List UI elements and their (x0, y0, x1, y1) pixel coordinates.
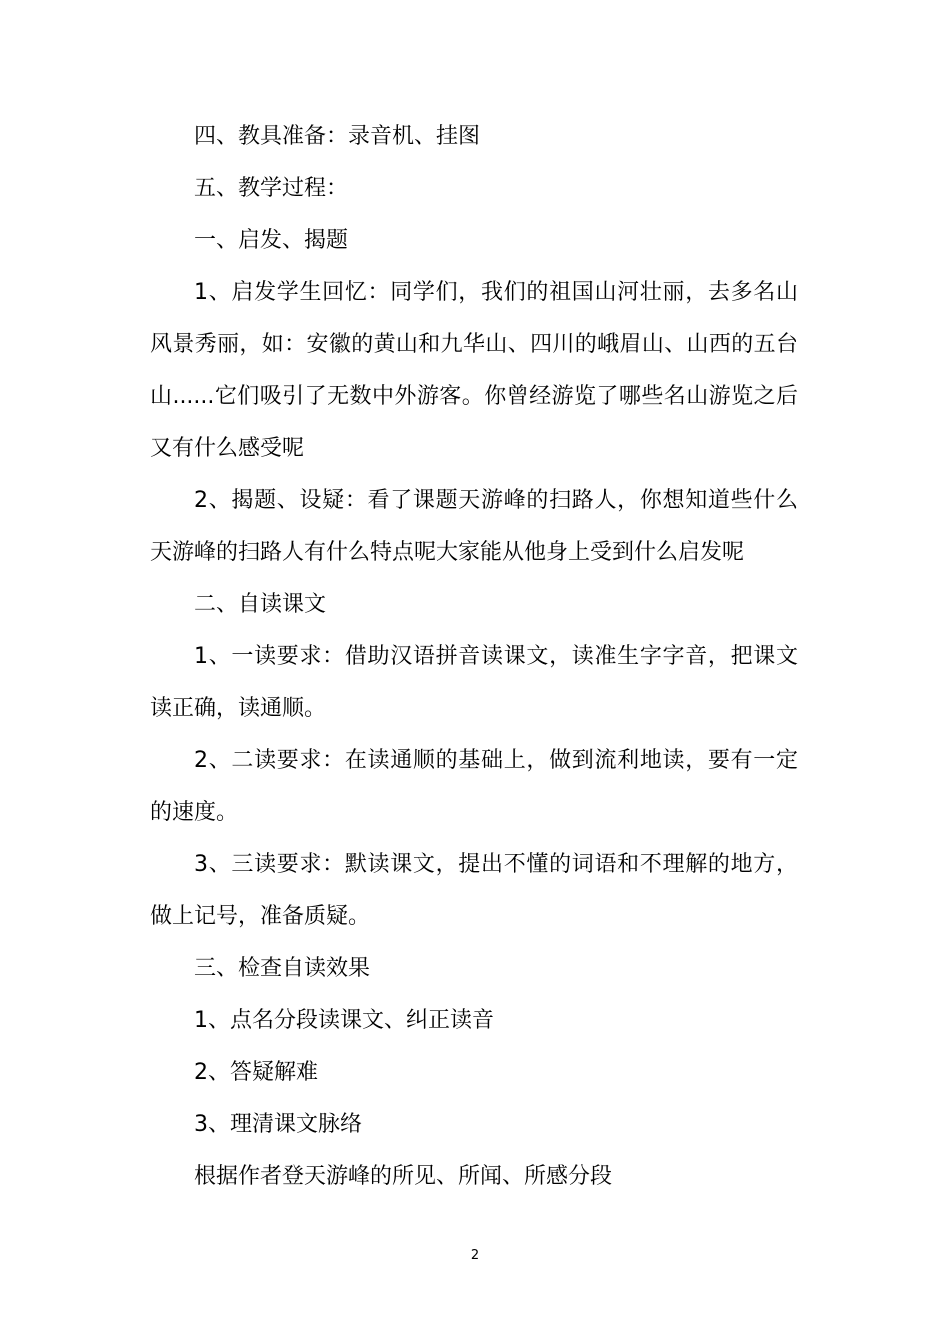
page-number: 2 (470, 1248, 480, 1263)
paragraph-reveal-title: 2、揭题、设疑：看了课题天游峰的扫路人，你想知道些什么天游峰的扫路人有什么特点呢大家能从他身上受到什么启发呢 (150, 488, 798, 565)
paragraph-text-structure: 3、理清课文脉络 (194, 1112, 362, 1137)
paragraph-second-reading: 2、二读要求：在读通顺的基础上，做到流利地读，要有一定的速度。 (150, 748, 798, 825)
document-body (150, 111, 798, 1203)
paragraph-third-reading: 3、三读要求：默读课文，提出不懂的词语和不理解的地方，做上记号，准备质疑。 (150, 852, 798, 929)
section-heading-inspire: 一、启发、揭题 (194, 228, 349, 253)
section-heading-check-reading: 三、检查自读效果 (194, 956, 371, 981)
paragraph-roll-call: 1、点名分段读课文、纠正读音 (194, 1008, 494, 1033)
paragraph-recall: 1、启发学生回忆：同学们，我们的祖国山河壮丽，去多名山风景秀丽，如：安徽的黄山和九华山、四川的峨眉山、山西的五台山......它们吸引了无数中外游客。你曾经游览了哪些名山游览之后又有什么感受呢 (150, 280, 798, 461)
section-heading-self-reading: 二、自读课文 (194, 592, 327, 617)
paragraph-segmentation: 根据作者登天游峰的所见、所闻、所感分段 (194, 1164, 613, 1189)
paragraph-teaching-aids: 四、教具准备：录音机、挂图 (194, 124, 481, 149)
paragraph-first-reading: 1、一读要求：借助汉语拼音读课文，读准生字字音，把课文读正确，读通顺。 (150, 644, 798, 721)
paragraph-teaching-process: 五、教学过程： (194, 176, 349, 201)
paragraph-answer-questions: 2、答疑解难 (194, 1060, 318, 1085)
